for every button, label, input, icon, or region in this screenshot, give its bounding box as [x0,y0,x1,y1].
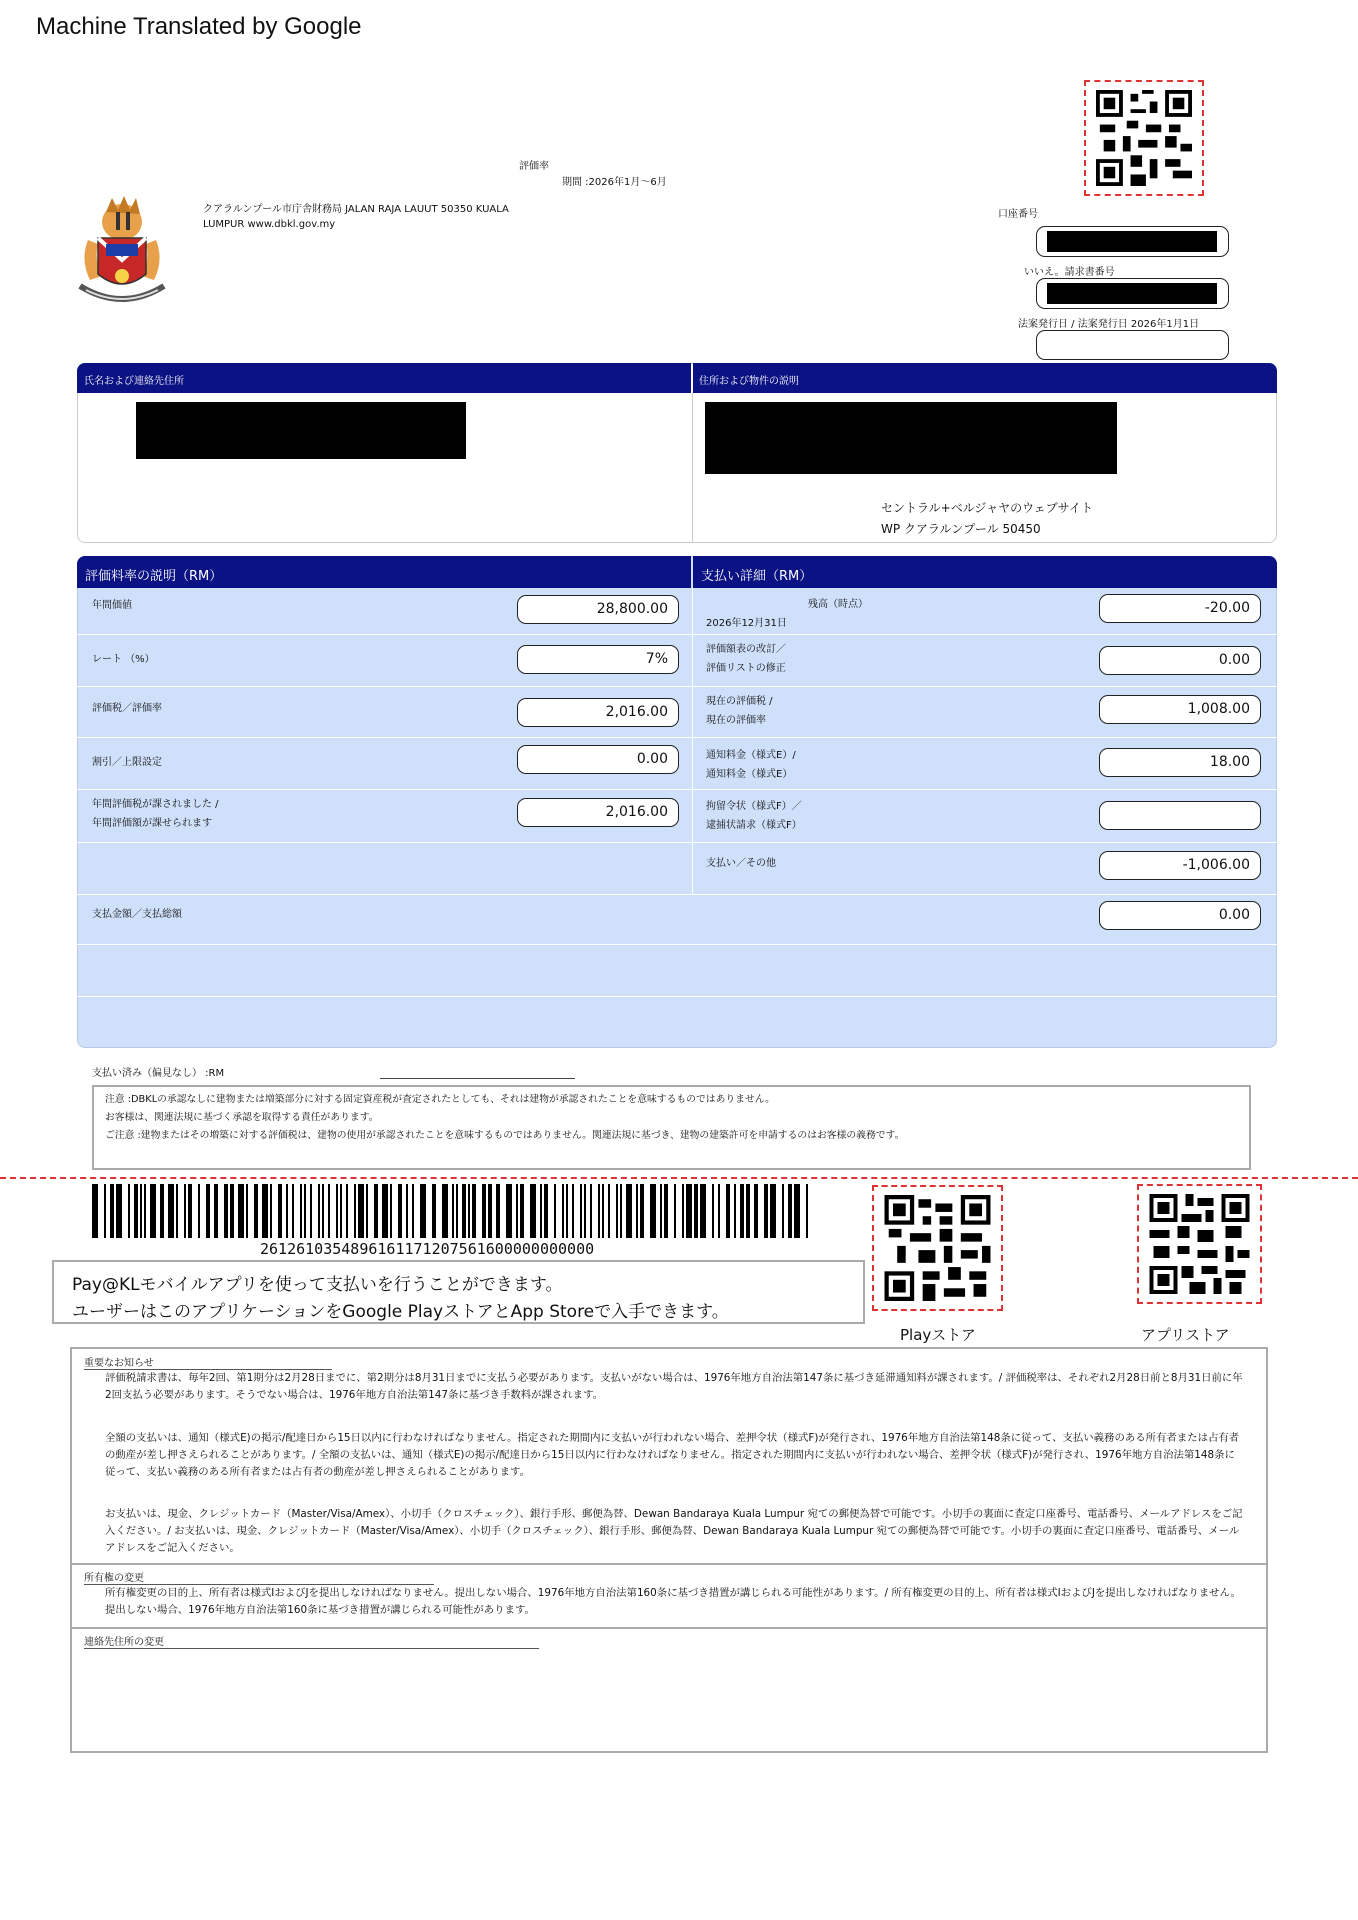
ownership-text: 所有権変更の目的上、所有者は様式IおよびJを提出しなければなりません。提出しない場合、1976年地方自治法第160条に基づき措置が講じられる可能性があります。/ 所有権変更の目的上、所有者は様式IおよびJを提出しなければなりません。提出しない場合、1976年地方自治法第160条に基づき措置が講じられる可能性があります。 [105,1587,1241,1616]
barcode-bar [664,1184,668,1238]
barcode-bar [650,1184,656,1238]
barcode-bar [590,1184,592,1238]
playstore-qr-code[interactable] [872,1185,1003,1311]
qr-code-icon [882,1195,993,1301]
current-tax-field: 1,008.00 [1099,695,1261,724]
bill-number-label: いいえ。請求書番号 [1024,267,1115,278]
barcode-bar [188,1184,192,1238]
row-separator [77,634,1277,635]
name-address-label: 氏名および連絡先住所 [84,376,184,387]
barcode-bar [270,1184,272,1238]
barcode-bar [794,1184,800,1238]
barcode-bar [640,1184,644,1238]
important-paragraph-3: お支払いは、現金、クレジットカード（Master/Visa/Amex）、小切手（クロスチェック）、銀行手形、郵便為替、Dewan Bandaraya Kuala Lumpur 宛ての郵便為替で可能です。小切手の裏面に査定口座番号、電話番号、メールアドレスをご記入ください。/ お支払いは、現金、クレジットカード（Master/Visa/Amex）、小切手（クロスチェック）、銀行手形、郵便為替、Dewan Bandaraya Kuala Lumpur 宛ての郵便為替で可能です。小切手の裏面に査定口座番号、電話番号、メールアドレスをご記入ください。 [105,1508,1243,1554]
barcode-bar [554,1184,556,1238]
top-qr-code [1084,80,1204,196]
qr-code-icon [1094,90,1194,186]
redacted-account-number [1047,231,1217,252]
notice-line2: お客様は、関連法規に基づく承認を取得する責任があります。 [105,1112,379,1123]
barcode-bar [184,1184,186,1238]
barcode-bar [712,1184,714,1238]
barcode-bar [304,1184,306,1238]
payment-header [693,556,1277,588]
barcode-bar [160,1184,164,1238]
barcode-bar [230,1184,234,1238]
barcode-bar [806,1184,808,1238]
payatkl-line2: ユーザーはこのアプリケーションをGoogle PlayストアとApp Storeで入手できます。 [72,1302,729,1322]
barcode-bar [442,1184,448,1238]
translate-banner: Machine Translated by Google [36,13,362,40]
assessment-tax-field: 2,016.00 [517,698,679,727]
payment-title: 支払い詳細（RM） [701,569,813,584]
important-paragraph-1: 評価税請求書は、毎年2回、第1期分は2月28日までに、第2期分は8月31日までに支払う必要があります。支払いがない場合は、1976年地方自治法第147条に基づき延滞通知料が課されます。/ 評価税率は、それぞれ2月28日前と8月31日前に年2回支払う必要があります。そうでない場合は、1976年地方自治法第147条に基づき手数料が課されます。 [105,1372,1243,1401]
payment-other-label: 支払い／その他 [706,858,776,869]
barcode-bar [144,1184,146,1238]
row-separator [77,894,1277,895]
annual-value-field: 28,800.00 [517,595,679,624]
barcode-bar [726,1184,730,1238]
barcode-bar [788,1184,792,1238]
dbkl-crest-logo [66,190,178,312]
barcode-bar [310,1184,312,1238]
barcode-bar [116,1184,122,1238]
annual-tax-field: 2,016.00 [517,798,679,827]
annual-value-label: 年間価値 [92,600,132,611]
barcode-bar [214,1184,218,1238]
discount-label: 割引／上限設定 [92,757,162,768]
redacted-property-address [705,402,1117,474]
barcode-bar [660,1184,662,1238]
row-separator [77,686,1277,687]
barcode-bar [390,1184,392,1238]
barcode-bar [694,1184,698,1238]
notice-fee-field: 18.00 [1099,748,1261,777]
billing-period: 期間 :2026年1月～6月 [562,177,667,188]
barcode-bar [686,1184,692,1238]
annual-tax-label-1: 年間評価税が課されました / [92,799,219,810]
barcode-bar [168,1184,174,1238]
row-separator [77,996,1277,997]
barcode-bar [134,1184,138,1238]
assessment-title: 評価料率の説明（RM） [85,569,223,584]
barcode-bar [92,1184,98,1238]
revision-label-2: 評価リストの修正 [706,663,786,674]
revision-field: 0.00 [1099,646,1261,675]
barcode-bar [636,1184,638,1238]
barcode-bar [608,1184,610,1238]
row-separator [77,789,1277,790]
panel-divider [692,393,693,543]
bill-number-field [1036,278,1229,309]
balance-date: 2026年12月31日 [706,618,787,629]
barcode-bar [682,1184,684,1238]
payment-barcode [92,1184,812,1238]
assessment-header [77,556,691,588]
council-address-line2: LUMPUR www.dbkl.gov.my [203,219,336,230]
barcode-bar [254,1184,258,1238]
current-tax-label-2: 現在の評価率 [706,715,766,726]
barcode-bar [718,1184,720,1238]
barcode-bar [412,1184,414,1238]
row-separator [77,842,1277,843]
revision-label-1: 評価額表の改訂／ [706,644,786,655]
tear-off-line [0,1177,1358,1179]
playstore-label: Playストア [900,1326,976,1344]
barcode-bar [782,1184,784,1238]
balance-field: -20.00 [1099,594,1261,623]
barcode-bar [104,1184,106,1238]
payatkl-line1: Pay@KLモバイルアプリを使って支払いを行うことができます。 [72,1275,563,1295]
barcode-bar [358,1184,364,1238]
barcode-bar [616,1184,618,1238]
barcode-bar [462,1184,466,1238]
account-number-field [1036,226,1229,257]
barcode-bar [198,1184,200,1238]
total-payable-field: 0.00 [1099,901,1261,930]
notice-line3: ご注意 :建物またはその増築に対する評価税は、建物の使用が承認されたことを意味するものではありません。関連法規に基づき、建物の建築許可を申請するのはお客様の義務です。 [105,1130,905,1141]
barcode-bar [318,1184,320,1238]
barcode-bar [754,1184,758,1238]
paid-amount-line [380,1078,575,1079]
notice-fee-label-1: 通知料金（様式E）/ [706,750,796,761]
warrant-field [1099,801,1261,830]
barcode-bar [746,1184,750,1238]
ownership-title: 所有権の変更 [84,1569,434,1585]
barcode-bar [530,1184,536,1238]
barcode-bar [584,1184,586,1238]
barcode-bar [328,1184,330,1238]
issue-date-field [1036,330,1229,360]
barcode-bar [516,1184,518,1238]
balance-label: 残高（時点） [808,599,868,610]
barcode-bar [488,1184,492,1238]
property-header [693,363,1277,393]
barcode-bar [602,1184,604,1238]
barcode-bar [346,1184,348,1238]
annual-tax-label-2: 年間評価額が課せられます [92,818,212,829]
barcode-bar [496,1184,500,1238]
doc-title: 評価率 [519,161,549,172]
barcode-bar [456,1184,458,1238]
warrant-label-2: 逮捕状請求（様式F） [706,820,802,831]
discount-field: 0.00 [517,745,679,774]
account-number-label: 口座番号 [998,209,1038,220]
notice-line1: 注意 :DBKLの承認なしに建物または増築部分に対する固定資産税が査定されたとしても、それは建物が承認されたことを意味するものではありません。 [105,1094,775,1105]
barcode-bar [472,1184,476,1238]
barcode-bar [278,1184,282,1238]
barcode-bar [572,1184,574,1238]
barcode-bar [770,1184,776,1238]
barcode-bar [482,1184,486,1238]
barcode-bar [740,1184,744,1238]
barcode-bar [292,1184,294,1238]
barcode-bar [398,1184,402,1238]
barcode-bar [128,1184,130,1238]
barcode-bar [176,1184,178,1238]
qr-code-icon [1147,1194,1252,1294]
barcode-bar [540,1184,542,1238]
barcode-bar [238,1184,244,1238]
property-line2: WP クアラルンプール 50450 [881,522,1041,536]
rate-percent-label: レート （%） [92,654,155,665]
barcode-bar [626,1184,632,1238]
barcode-bar [206,1184,210,1238]
paid-without-prejudice-label: 支払い済み（偏見なし） :RM [92,1068,225,1079]
barcode-bar [506,1184,512,1238]
barcode-bar [262,1184,268,1238]
barcode-bar [734,1184,736,1238]
barcode-bar [246,1184,248,1238]
barcode-bar [700,1184,706,1238]
payment-other-field: -1,006.00 [1099,851,1261,880]
council-address-line1: クアラルンプール市庁舎財務局 JALAN RAJA LAUUT 50350 KUALA [203,204,509,215]
property-line1: セントラル+ベルジャヤのウェブサイト [881,501,1093,515]
barcode-bar [468,1184,470,1238]
total-payable-label: 支払金額／支払総額 [92,909,182,920]
barcode-bar [150,1184,156,1238]
barcode-bar [382,1184,388,1238]
barcode-bar [322,1184,324,1238]
redacted-bill-number [1047,283,1217,304]
important-paragraph-2: 全額の支払いは、通知（様式E)の掲示/配達日から15日以内に行わなければなりません。指定された期間内に支払いが行われない場合、差押令状（様式F)が発行され、1976年地方自治法第148条に従って、支払い義務のある所有者または占有者の動産が差し押さえられることがあります。/ 全額の支払いは、通知（様式E)の掲示/配達日から15日以内に行わなければなりません。指定された期間内に支払いが行われない場合、差押令状（様式F)が発行され、1976年地方自治法第148条に従って、支払い義務のある所有者または占有者の動産が差し押さえられることがあります。 [105,1432,1240,1478]
barcode-bar [286,1184,288,1238]
notice-fee-label-2: 通知料金（様式E） [706,769,793,780]
rate-percent-field: 7% [517,645,679,674]
barcode-bar [544,1184,548,1238]
row-separator [77,944,1277,945]
barcode-bar [140,1184,142,1238]
contact-change-title: 連絡先住所の変更 [84,1633,539,1649]
barcode-bar [598,1184,600,1238]
barcode-bar [366,1184,368,1238]
property-label: 住所および物件の説明 [699,376,799,387]
issue-date-label: 法案発行日 / 法案発行日 2026年1月1日 [1018,319,1200,330]
barcode-number: 2612610354896161171207561600000000000 [260,1240,595,1258]
barcode-bar [764,1184,768,1238]
barcode-bar [452,1184,454,1238]
redacted-owner-name [136,402,466,459]
barcode-bar [432,1184,436,1238]
barcode-bar [340,1184,342,1238]
barcode-bar [336,1184,338,1238]
barcode-bar [420,1184,426,1238]
barcode-bar [620,1184,622,1238]
barcode-bar [406,1184,408,1238]
barcode-bar [110,1184,114,1238]
assessment-tax-label: 評価税／評価率 [92,703,162,714]
barcode-bar [520,1184,524,1238]
barcode-bar [354,1184,356,1238]
appstore-qr-code[interactable] [1137,1184,1262,1304]
warrant-label-1: 拘留令状（様式F）／ [706,801,802,812]
barcode-bar [374,1184,378,1238]
row-separator [77,737,1277,738]
name-address-header [77,363,691,393]
barcode-bar [300,1184,302,1238]
barcode-bar [674,1184,676,1238]
barcode-bar [566,1184,568,1238]
important-notice-title: 重要なお知らせ [84,1354,332,1370]
barcode-bar [562,1184,564,1238]
contact-divider [70,1627,1268,1629]
ownership-divider [70,1563,1268,1565]
barcode-bar [224,1184,228,1238]
current-tax-label-1: 現在の評価税 / [706,696,773,707]
appstore-label: アプリストア [1141,1326,1230,1344]
barcode-bar [580,1184,582,1238]
